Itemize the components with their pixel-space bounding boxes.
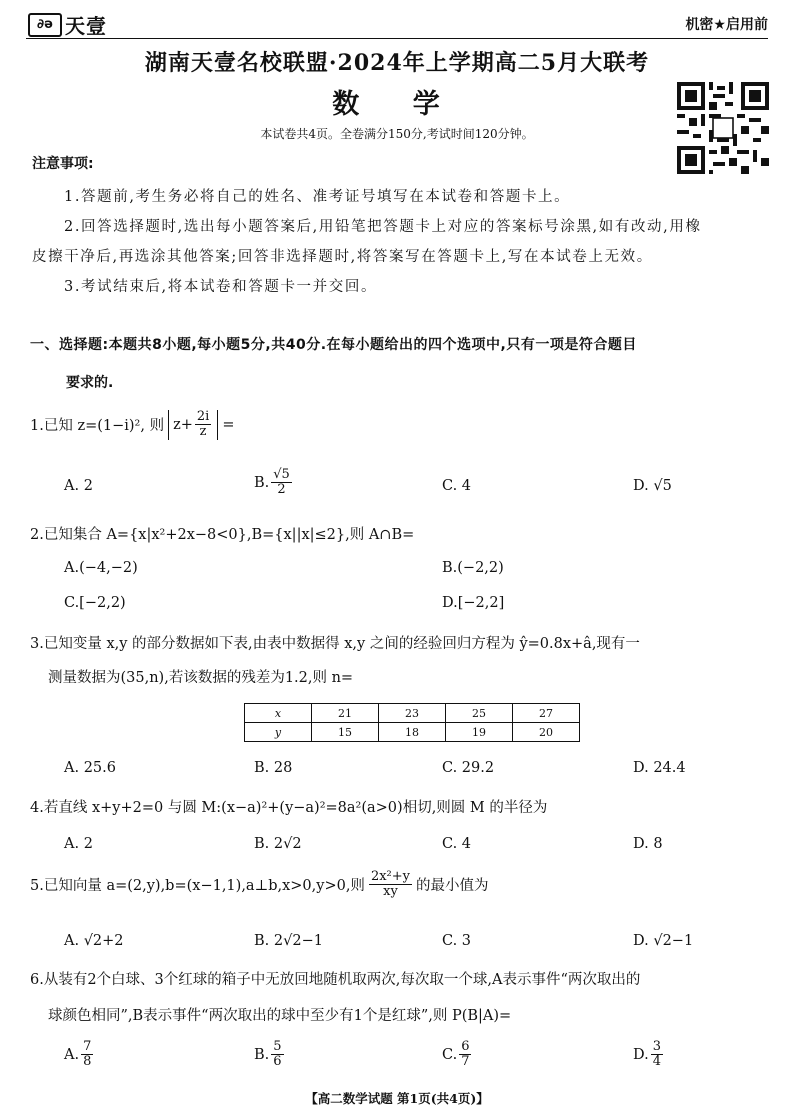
question-4: 4.若直线 x+y+2=0 与圆 M:(x−a)²+(y−a)²=8a²(a>0)相切,则圆 M 的半径为 xyxy=(30,800,548,816)
table-row xyxy=(245,704,580,723)
q2-option-c: C.[−2,2) xyxy=(64,595,126,611)
q6-option-a xyxy=(64,1040,95,1070)
q5-option-a: A. √2+2 xyxy=(64,933,124,949)
q6-b-num: 5 xyxy=(273,1039,282,1054)
question-5 xyxy=(30,870,489,900)
q6-option-b xyxy=(254,1040,286,1070)
confidential-label: 机密★启用前 xyxy=(685,17,768,33)
notice-title: 注意事项: xyxy=(32,156,94,172)
q5-fraction xyxy=(369,870,412,900)
logo-mark: ∂ǝ xyxy=(28,13,62,37)
page-footer: 【高二数学试题 第1页(共4页)】 xyxy=(305,1091,489,1106)
q5-tail: 的最小值为 xyxy=(416,878,489,895)
exam-title: 湖南天壹名校联盟·2024年上学期高二5月大联考 xyxy=(144,50,650,76)
q6-c-label: C. xyxy=(442,1046,458,1063)
notice-item-3: 3.考试结束后,将本试卷和答题卡一并交回。 xyxy=(64,279,378,295)
q4-option-b: B. 2√2 xyxy=(254,836,302,852)
q2-option-a: A.(−4,−2) xyxy=(64,560,138,576)
q4-option-c: C. 4 xyxy=(442,836,472,852)
logo-text: 天壹 xyxy=(65,14,107,38)
q5-frac-num: 2x²+y xyxy=(370,869,410,884)
q6-a-num: 7 xyxy=(83,1039,92,1054)
q1-option-b xyxy=(254,468,294,498)
q3-option-a: A. 25.6 xyxy=(64,760,116,776)
q3-option-c: C. 29.2 xyxy=(442,760,495,776)
q6-c-den: 7 xyxy=(461,1054,470,1070)
q1-frac-den: z xyxy=(199,424,207,440)
q6-c-num: 6 xyxy=(461,1039,470,1054)
table-cell: 20 xyxy=(513,723,580,742)
q6-a-den: 8 xyxy=(83,1054,92,1070)
q6-b-den: 6 xyxy=(273,1054,282,1070)
section-heading-cont: 要求的. xyxy=(66,375,114,391)
question-6-cont: 球颜色相同”,B表示事件“两次取出的球中至少有1个是红球”,则 P(B|A)= xyxy=(48,1008,512,1024)
q1-b-num: √5 xyxy=(273,467,290,482)
q4-option-d: D. 8 xyxy=(633,836,663,852)
q6-option-d xyxy=(633,1040,665,1070)
q2-option-d: D.[−2,2] xyxy=(442,595,505,611)
q1-eq: = xyxy=(222,416,235,433)
table-cell: 27 xyxy=(513,704,580,723)
table-row xyxy=(245,723,580,742)
q1-abs-expr xyxy=(168,410,218,440)
header-divider xyxy=(26,38,768,39)
q1-option-b-label: B. xyxy=(254,474,270,491)
table-cell: 18 xyxy=(379,723,446,742)
q1-expr-z: z+ xyxy=(173,416,193,433)
table-cell: 15 xyxy=(312,723,379,742)
q5-frac-den: xy xyxy=(383,884,398,900)
q1-stem: 1.已知 z=(1−i)², 则 xyxy=(30,418,165,435)
exam-info: 本试卷共4页。全卷满分150分,考试时间120分钟。 xyxy=(260,127,534,141)
notice-item-2-cont: 皮擦干净后,再选涂其他答案;回答非选择题时,将答案写在答题卡上,写在本试卷上无效。 xyxy=(32,249,653,265)
q6-option-c xyxy=(442,1040,473,1070)
q4-option-a: A. 2 xyxy=(64,836,93,852)
table-cell: 19 xyxy=(446,723,513,742)
question-6: 6.从装有2个白球、3个红球的箱子中无放回地随机取两次,每次取一个球,A表示事件“两次取出的 xyxy=(30,972,641,988)
q1-b-den: 2 xyxy=(277,482,286,498)
q6-b-label: B. xyxy=(254,1046,270,1063)
q3-option-b: B. 28 xyxy=(254,760,293,776)
notice-item-2: 2.回答选择题时,选出每小题答案后,用铅笔把答题卡上对应的答案标号涂黑,如有改动,用橡 xyxy=(64,219,702,235)
question-2: 2.已知集合 A={x|x²+2x−8<0},B={x||x|≤2},则 A∩B= xyxy=(30,527,415,543)
q1-fraction xyxy=(195,410,211,440)
publisher-logo xyxy=(28,10,107,39)
q5-option-b: B. 2√2−1 xyxy=(254,933,323,949)
q1-option-a: A. 2 xyxy=(64,478,93,494)
table-cell: 21 xyxy=(312,704,379,723)
q6-d-num: 3 xyxy=(652,1039,661,1054)
q3-data-table xyxy=(244,703,580,742)
question-1 xyxy=(30,410,234,440)
table-cell: 23 xyxy=(379,704,446,723)
section-heading: 一、选择题:本题共8小题,每小题5分,共40分.在每小题给出的四个选项中,只有一项是符合题目 xyxy=(30,337,637,353)
q6-a-label: A. xyxy=(64,1046,80,1063)
question-3-cont: 测量数据为(35,n),若该数据的残差为1.2,则 n= xyxy=(48,670,354,686)
subject-title: 数 学 xyxy=(332,89,462,120)
q6-d-label: D. xyxy=(633,1046,649,1063)
q1-option-c: C. 4 xyxy=(442,478,472,494)
table-header-y: y xyxy=(245,723,312,742)
q3-option-d: D. 24.4 xyxy=(633,760,686,776)
table-header-x: x xyxy=(245,704,312,723)
q1-option-d: D. √5 xyxy=(633,478,672,494)
table-cell: 25 xyxy=(446,704,513,723)
q5-stem: 5.已知向量 a=(2,y),b=(x−1,1),a⊥b,x>0,y>0,则 xyxy=(30,878,365,895)
notice-item-1: 1.答题前,考生务必将自己的姓名、准考证号填写在本试卷和答题卡上。 xyxy=(64,189,571,205)
q2-option-b: B.(−2,2) xyxy=(442,560,504,576)
question-3: 3.已知变量 x,y 的部分数据如下表,由表中数据得 x,y 之间的经验回归方程为 ŷ=0.8x+â,现有一 xyxy=(30,636,640,652)
q6-d-den: 4 xyxy=(652,1054,661,1070)
q1-frac-num: 2i xyxy=(196,409,210,424)
q5-option-c: C. 3 xyxy=(442,933,472,949)
q5-option-d: D. √2−1 xyxy=(633,933,694,949)
